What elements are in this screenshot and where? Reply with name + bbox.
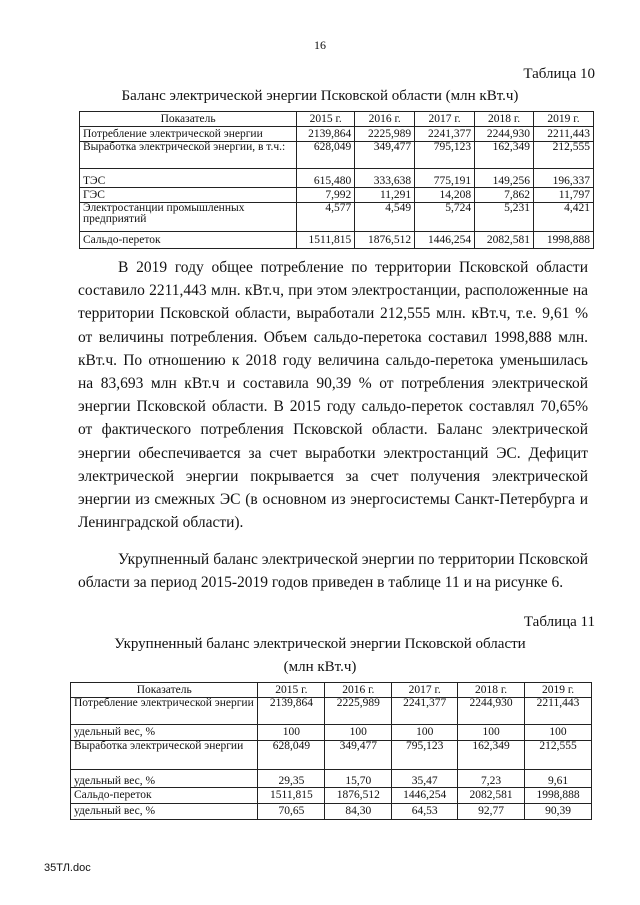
- table10-header-cell: 2015 г.: [297, 112, 355, 127]
- table-cell: 212,555: [534, 142, 594, 169]
- table-cell: 795,123: [415, 142, 475, 169]
- table10-header-cell: 2018 г.: [475, 112, 534, 127]
- row-label: Электростанции промышленных предприятий: [80, 203, 297, 232]
- table-row: [71, 741, 592, 770]
- table-row: [80, 169, 594, 188]
- table-cell: 92,77: [458, 804, 525, 820]
- table-cell: 1876,512: [325, 788, 392, 804]
- table-cell: 628,049: [297, 142, 355, 169]
- table-row: [71, 804, 592, 820]
- table-cell: 9,61: [525, 770, 592, 788]
- table-cell: 795,123: [392, 741, 458, 770]
- table-cell: 2241,377: [392, 698, 458, 725]
- table-cell: 1446,254: [392, 788, 458, 804]
- table10-header-cell: 2017 г.: [415, 112, 475, 127]
- page-number: 16: [314, 38, 326, 52]
- table-cell: 15,70: [325, 770, 392, 788]
- table11-unit: (млн кВт.ч): [283, 659, 357, 675]
- table-cell: 1511,815: [297, 232, 355, 249]
- table-cell: 100: [525, 725, 592, 741]
- table-cell: 5,724: [415, 203, 475, 232]
- table-cell: 2244,930: [458, 698, 525, 725]
- table-cell: 1446,254: [415, 232, 475, 249]
- table10-label: Таблица 10: [523, 66, 595, 82]
- table-cell: 2211,443: [534, 127, 594, 142]
- table-cell: 2241,377: [415, 127, 475, 142]
- row-label: удельный вес, %: [71, 770, 258, 788]
- table-cell: 149,256: [475, 169, 534, 188]
- table-cell: 4,421: [534, 203, 594, 232]
- footer-filename: 35ТЛ.doc: [44, 862, 91, 874]
- table-cell: 29,35: [258, 770, 325, 788]
- table-cell: 162,349: [475, 142, 534, 169]
- table-cell: 212,555: [525, 741, 592, 770]
- table11-header-cell: 2016 г.: [325, 683, 392, 698]
- table-cell: 11,797: [534, 188, 594, 203]
- row-label: удельный вес, %: [71, 804, 258, 820]
- table11-header-cell: Показатель: [71, 683, 258, 698]
- table-cell: 5,231: [475, 203, 534, 232]
- table-cell: 2211,443: [525, 698, 592, 725]
- table-cell: 100: [392, 725, 458, 741]
- table-cell: 775,191: [415, 169, 475, 188]
- table-row: [80, 142, 594, 169]
- table10-header-cell: Показатель: [80, 112, 297, 127]
- table-cell: 349,477: [355, 142, 415, 169]
- table-cell: 2082,581: [475, 232, 534, 249]
- table-cell: 2139,864: [258, 698, 325, 725]
- table-cell: 2082,581: [458, 788, 525, 804]
- row-label: Сальдо-переток: [71, 788, 258, 804]
- table-cell: 333,638: [355, 169, 415, 188]
- table11-header-cell: 2018 г.: [458, 683, 525, 698]
- table-cell: 1876,512: [355, 232, 415, 249]
- table-row: [71, 788, 592, 804]
- table-cell: 84,30: [325, 804, 392, 820]
- row-label: ГЭС: [80, 188, 297, 203]
- table-row: [80, 188, 594, 203]
- body-paragraph-1: В 2019 году общее потребление по территории Псковской области составило 2211,443 млн. кВт.ч, при этом электростанции, расположенные на территории Псковской области, выработали 212,555 млн. кВт.ч, т.е. 9,61 % от величины потребления. Объем сальдо-перетока составил 1998,888 млн. кВт.ч. По отношению к 2018 году величина сальдо-перетока уменьшилась на 83,693 млн кВт.ч и составила 90,39 % от потребления электрической энергии Псковской области. В 2015 году сальдо-переток составлял 70,65% от фактического потребления Псковской области. Баланс электрической энергии обеспечивается за счет выработки электростанций ЭС. Дефицит электрической энергии покрывается за счет получения электрической энергии из смежных ЭС (в основном из энергосистемы Санкт-Петербурга и Ленинградской области).: [78, 259, 588, 532]
- table-cell: 1998,888: [534, 232, 594, 249]
- table-cell: 7,23: [458, 770, 525, 788]
- table11-label: Таблица 11: [523, 614, 595, 630]
- table-cell: 196,337: [534, 169, 594, 188]
- table10-header-cell: 2016 г.: [355, 112, 415, 127]
- table-cell: 2139,864: [297, 127, 355, 142]
- table-cell: 4,577: [297, 203, 355, 232]
- table-cell: 7,992: [297, 188, 355, 203]
- table-cell: 100: [258, 725, 325, 741]
- table-row: [80, 203, 594, 232]
- table-row: [71, 698, 592, 725]
- table-cell: 1511,815: [258, 788, 325, 804]
- body-paragraph-2: Укрупненный баланс электрической энергии по территории Псковской области за период 2015-2019 годов приведен в таблице 11 и на рисунке 6.: [78, 551, 588, 592]
- row-label: Выработка электрической энергии, в т.ч.:: [80, 142, 297, 169]
- table-cell: 1998,888: [525, 788, 592, 804]
- table-cell: 2225,989: [355, 127, 415, 142]
- table11-header-cell: 2017 г.: [392, 683, 458, 698]
- table-cell: 2225,989: [325, 698, 392, 725]
- row-label: Выработка электрической энергии: [71, 741, 258, 770]
- table11-header-row: [71, 683, 592, 698]
- row-label: Сальдо-переток: [80, 232, 297, 249]
- row-label: ТЭС: [80, 169, 297, 188]
- table-cell: 100: [325, 725, 392, 741]
- table-cell: 2244,930: [475, 127, 534, 142]
- table-cell: 615,480: [297, 169, 355, 188]
- table-cell: 628,049: [258, 741, 325, 770]
- table-cell: 349,477: [325, 741, 392, 770]
- table10-header-cell: 2019 г.: [534, 112, 594, 127]
- table-cell: 70,65: [258, 804, 325, 820]
- table10-header-row: [80, 112, 594, 127]
- table10: [79, 111, 594, 249]
- table11: [70, 682, 592, 820]
- row-label: Потребление электрической энергии: [71, 698, 258, 725]
- table-row: [80, 127, 594, 142]
- table-cell: 7,862: [475, 188, 534, 203]
- table-cell: 4,549: [355, 203, 415, 232]
- table-row: [80, 232, 594, 249]
- table11-caption: Укрупненный баланс электрической энергии Псковской области: [114, 636, 526, 652]
- row-label: удельный вес, %: [71, 725, 258, 741]
- table-cell: 100: [458, 725, 525, 741]
- table-cell: 14,208: [415, 188, 475, 203]
- table10-caption: Баланс электрической энергии Псковской области (млн кВт.ч): [121, 88, 519, 104]
- table11-header-cell: 2015 г.: [258, 683, 325, 698]
- table-cell: 64,53: [392, 804, 458, 820]
- table-cell: 162,349: [458, 741, 525, 770]
- table11-header-cell: 2019 г.: [525, 683, 592, 698]
- table-row: [71, 725, 592, 741]
- table-cell: 90,39: [525, 804, 592, 820]
- table-cell: 11,291: [355, 188, 415, 203]
- table-cell: 35,47: [392, 770, 458, 788]
- table-row: [71, 770, 592, 788]
- row-label: Потребление электрической энергии: [80, 127, 297, 142]
